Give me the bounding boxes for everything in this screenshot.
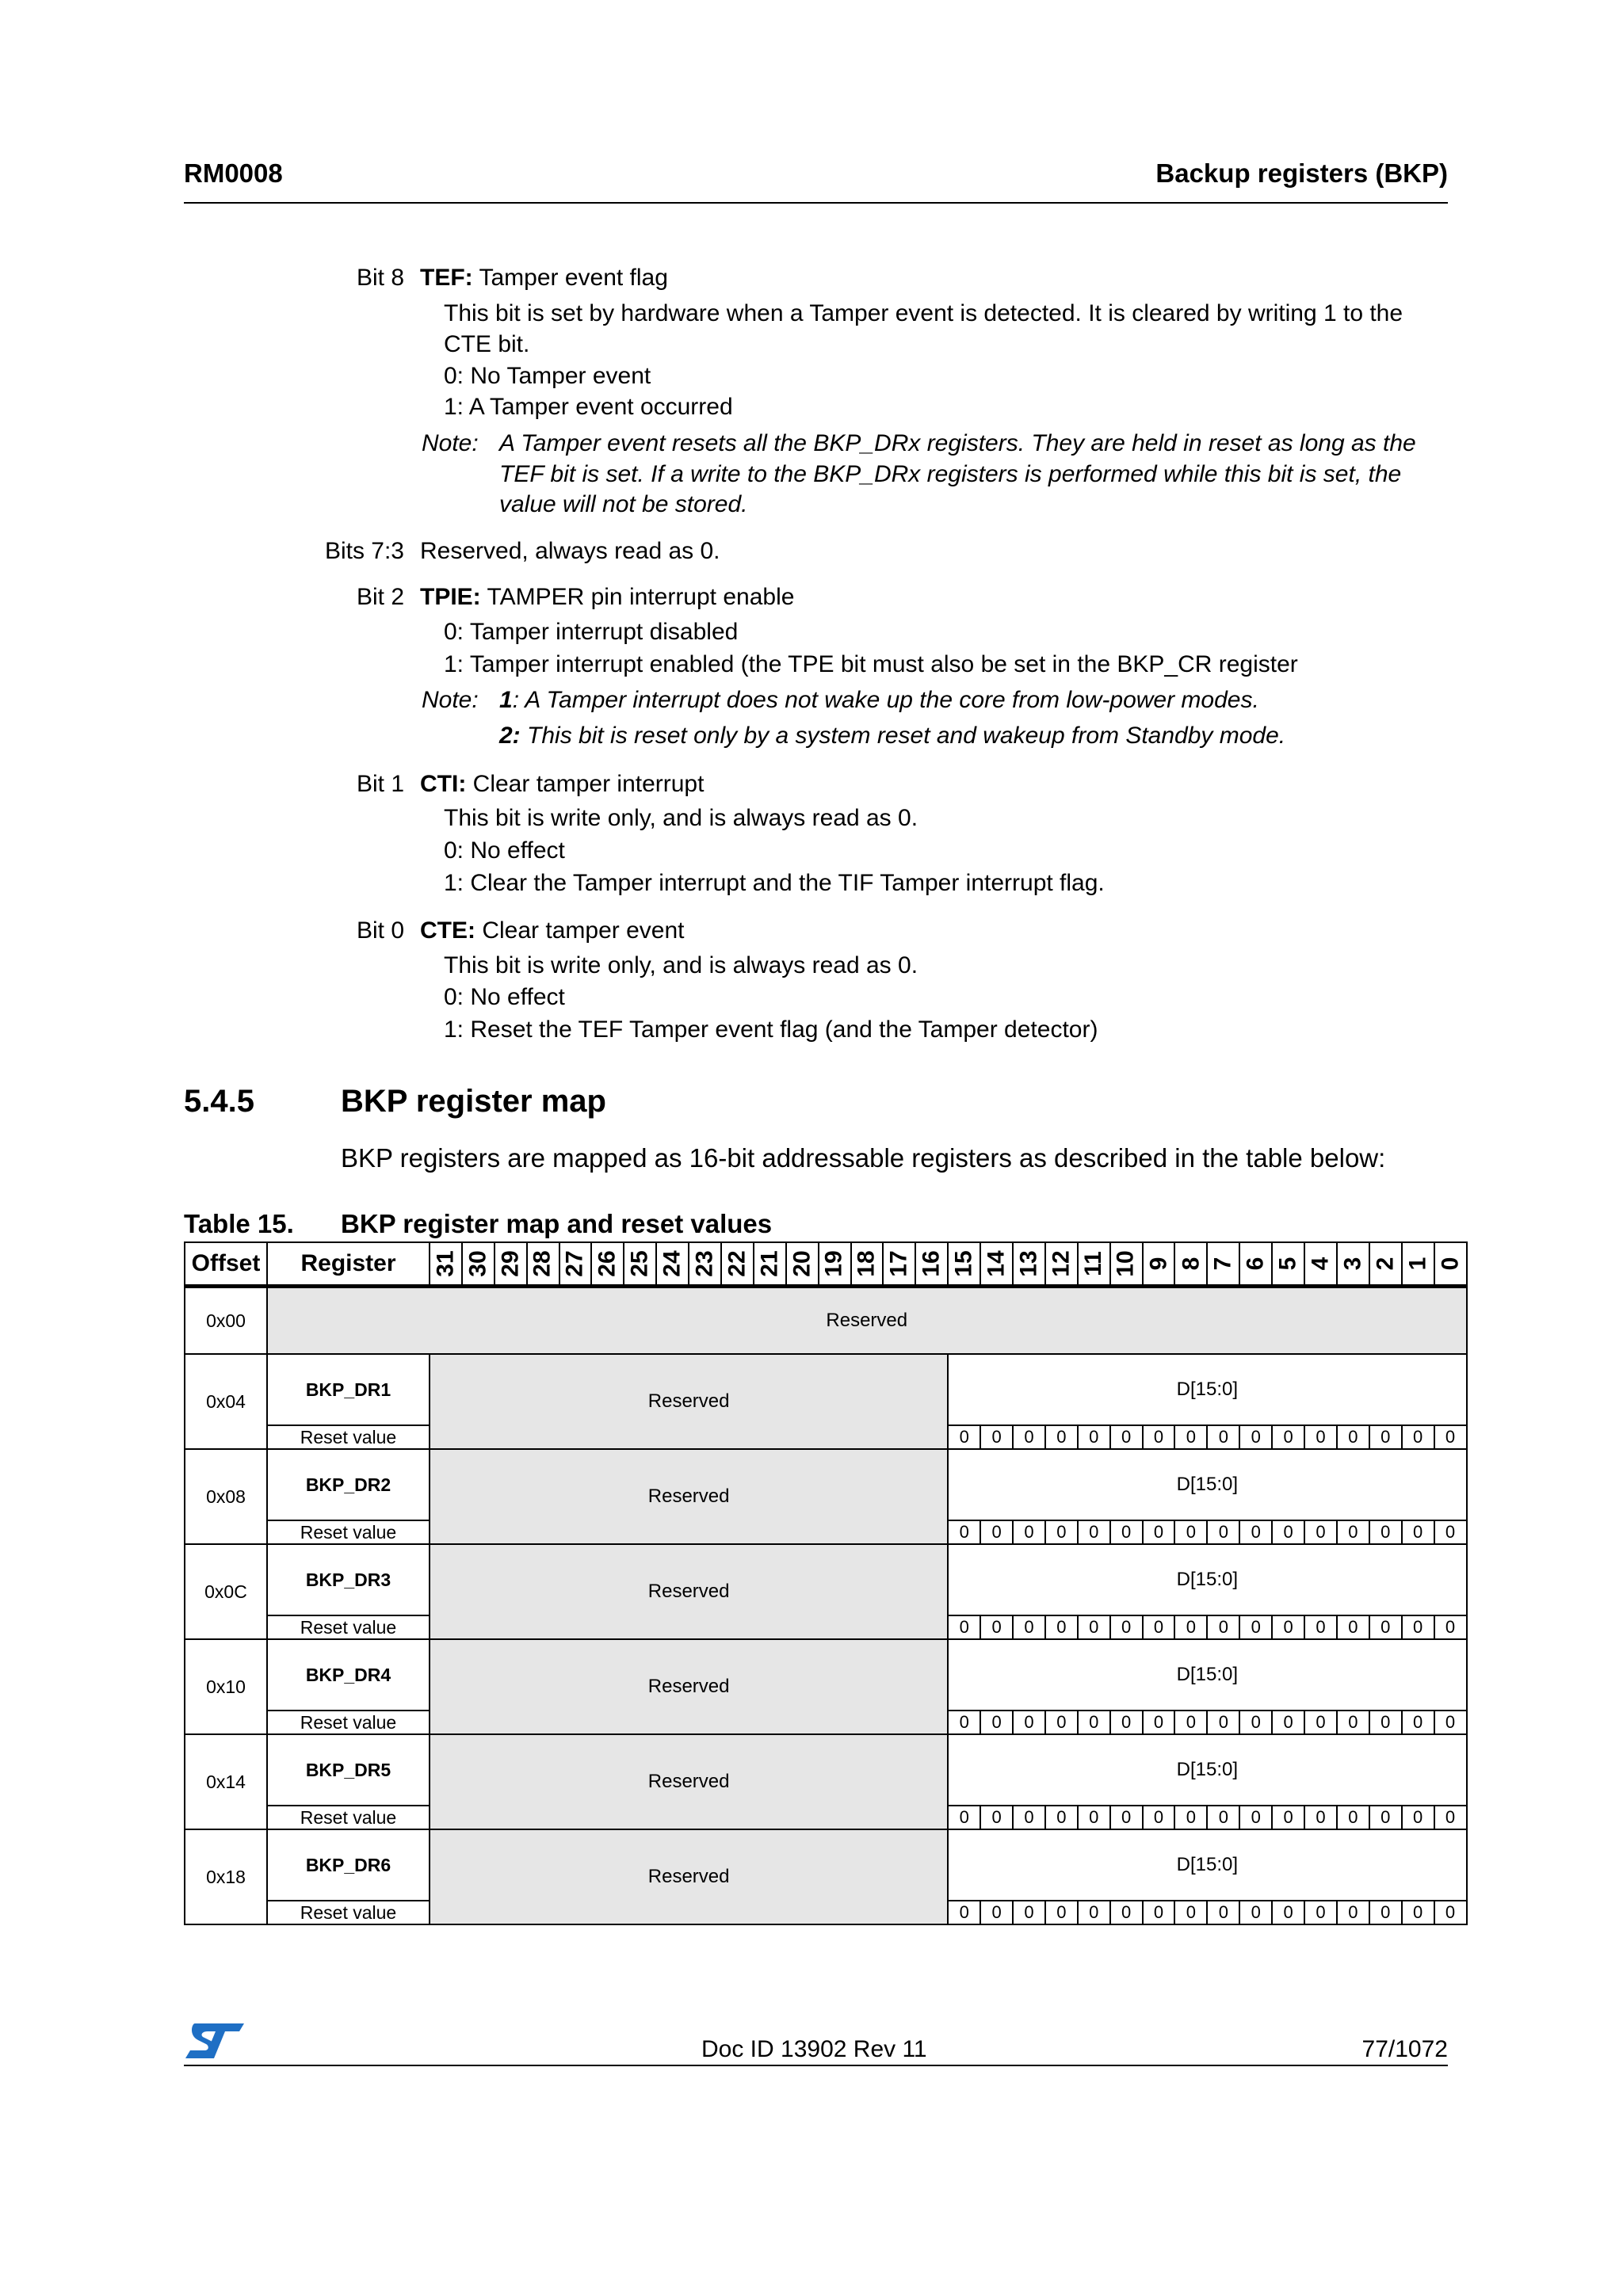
bit-header-label: 15	[950, 1250, 977, 1277]
reset-bit-cell: 0	[980, 1615, 1013, 1639]
reset-bit-cell: 0	[1337, 1520, 1369, 1544]
reset-bit-cell: 0	[1402, 1520, 1434, 1544]
reserved-cell: Reserved	[430, 1354, 948, 1449]
register-name-cell: BKP_DR2	[267, 1449, 430, 1520]
reset-bit-cell: 0	[1272, 1615, 1304, 1639]
bit-header-label: 1	[1404, 1257, 1431, 1271]
bit-header	[1369, 1242, 1402, 1287]
bit1-heading	[420, 769, 704, 799]
reserved-cell: Reserved	[430, 1544, 948, 1639]
reset-bit-cell: 0	[948, 1901, 980, 1924]
section-number: 5.4.5	[184, 1084, 254, 1119]
bit8-option-1: 1: A Tamper event occurred	[444, 394, 733, 420]
offset-cell: 0x08	[185, 1449, 267, 1544]
reset-bit-cell: 0	[1304, 1901, 1337, 1924]
bit-header	[915, 1242, 948, 1287]
register-map-table	[184, 1241, 1468, 1925]
bit-header-label: 2	[1372, 1257, 1399, 1271]
bit-header	[656, 1242, 689, 1287]
bit-header-label: 11	[1080, 1251, 1107, 1276]
reset-bit-cell: 0	[948, 1520, 980, 1544]
bit2-heading	[420, 582, 794, 612]
bit-header	[754, 1242, 786, 1287]
bit-header	[1272, 1242, 1304, 1287]
bit-header	[1304, 1242, 1337, 1287]
bit-header-label: 12	[1048, 1250, 1075, 1277]
bit1-label: Bit 1	[356, 771, 404, 797]
reset-bit-cell: 0	[1207, 1806, 1239, 1829]
reset-bit-cell: 0	[1174, 1520, 1207, 1544]
data-field-cell: D[15:0]	[948, 1354, 1466, 1425]
reset-bit-cell: 0	[1402, 1615, 1434, 1639]
table-row	[185, 1639, 1467, 1711]
column-header-offset: Offset	[185, 1242, 267, 1287]
reset-bit-cell: 0	[1304, 1520, 1337, 1544]
reset-bit-cell: 0	[1045, 1806, 1078, 1829]
reset-bit-cell: 0	[1078, 1425, 1110, 1449]
offset-cell: 0x10	[185, 1639, 267, 1734]
reset-bit-cell: 0	[1239, 1615, 1272, 1639]
reset-bit-cell: 0	[1013, 1520, 1045, 1544]
reset-bit-cell: 0	[1143, 1520, 1175, 1544]
reset-bit-cell: 0	[1337, 1901, 1369, 1924]
reset-bit-cell: 0	[948, 1711, 980, 1734]
reset-bit-cell: 0	[1045, 1711, 1078, 1734]
bit8-desc-line1: This bit is set by hardware when a Tamper event is detected. It is cleared by writing 1 to the	[444, 300, 1403, 326]
bit-header-label: 3	[1339, 1257, 1366, 1271]
bit2-note-1-number: 1	[499, 687, 513, 713]
reset-bit-cell: 0	[1143, 1615, 1175, 1639]
bit-header	[1078, 1242, 1110, 1287]
reset-bit-cell: 0	[1174, 1615, 1207, 1639]
reset-bit-cell: 0	[980, 1901, 1013, 1924]
reset-bit-cell: 0	[1272, 1806, 1304, 1829]
bit8-note-line3: value will not be stored.	[499, 491, 748, 517]
bit-header-label: 4	[1307, 1257, 1334, 1271]
bit0-desc: This bit is write only, and is always read as 0.	[444, 952, 918, 978]
bit2-note-1-text: : A Tamper interrupt does not wake up the core from low-power modes.	[512, 687, 1259, 713]
reset-bit-cell: 0	[1045, 1901, 1078, 1924]
reset-bit-cell: 0	[1110, 1615, 1143, 1639]
footer-page-number: 77/1072	[1361, 2036, 1448, 2062]
bit0-heading	[420, 916, 684, 946]
table-caption-title: BKP register map and reset values	[341, 1209, 773, 1238]
reserved-cell: Reserved	[430, 1449, 948, 1544]
offset-cell: 0x0C	[185, 1544, 267, 1639]
bit0-option-0: 0: No effect	[444, 984, 565, 1010]
reset-bit-cell: 0	[1239, 1520, 1272, 1544]
bit-header-label: 25	[626, 1250, 653, 1277]
reset-bit-cell: 0	[1110, 1425, 1143, 1449]
reset-bit-cell: 0	[1143, 1711, 1175, 1734]
bit-header-label: 29	[497, 1250, 524, 1277]
reset-bit-cell: 0	[1174, 1711, 1207, 1734]
reset-bit-cell: 0	[1402, 1425, 1434, 1449]
footer-doc-id: Doc ID 13902 Rev 11	[701, 2036, 927, 2062]
bit-header	[462, 1242, 495, 1287]
reset-bit-cell: 0	[1337, 1615, 1369, 1639]
reset-bit-cell: 0	[1207, 1520, 1239, 1544]
bit-header	[1045, 1242, 1078, 1287]
data-field-cell: D[15:0]	[948, 1639, 1466, 1711]
reset-bit-cell: 0	[1078, 1520, 1110, 1544]
bit0-name: CTE:	[420, 917, 475, 944]
bit-header	[624, 1242, 656, 1287]
section-title: BKP register map	[341, 1084, 606, 1119]
reset-bit-cell: 0	[1110, 1711, 1143, 1734]
bit1-name: CTI:	[420, 771, 467, 797]
reset-bit-cell: 0	[1402, 1806, 1434, 1829]
reset-bit-cell: 0	[1304, 1425, 1337, 1449]
reset-bit-cell: 0	[1078, 1901, 1110, 1924]
bit-header-label: 28	[529, 1250, 556, 1277]
offset-cell: 0x04	[185, 1354, 267, 1449]
reset-bit-cell: 0	[1045, 1425, 1078, 1449]
column-header-register: Register	[267, 1242, 430, 1287]
bit-header-label: 8	[1177, 1257, 1204, 1271]
bit8-title: Tamper event flag	[479, 265, 668, 291]
reset-bit-cell: 0	[1239, 1806, 1272, 1829]
reset-bit-cell: 0	[1369, 1806, 1402, 1829]
header-doc-ref: RM0008	[184, 158, 283, 188]
reserved-cell: Reserved	[267, 1287, 1467, 1355]
bit1-option-1: 1: Clear the Tamper interrupt and the TIF Tamper interrupt flag.	[444, 870, 1105, 896]
reset-bit-cell: 0	[1143, 1806, 1175, 1829]
reserved-cell: Reserved	[430, 1639, 948, 1734]
table-row	[185, 1354, 1467, 1425]
bit8-note-line1: A Tamper event resets all the BKP_DRx registers. They are held in reset as long as the	[499, 430, 1416, 456]
bit-header-label: 13	[1015, 1250, 1042, 1277]
bit-header	[430, 1242, 462, 1287]
reset-bit-cell: 0	[1013, 1615, 1045, 1639]
reset-value-label: Reset value	[267, 1615, 430, 1639]
bit-header	[1110, 1242, 1143, 1287]
bit-header	[883, 1242, 915, 1287]
reset-bit-cell: 0	[1045, 1615, 1078, 1639]
bit8-label: Bit 8	[356, 265, 404, 291]
data-field-cell: D[15:0]	[948, 1544, 1466, 1615]
reset-bit-cell: 0	[1434, 1901, 1467, 1924]
table-row	[185, 1544, 1467, 1615]
bit2-label: Bit 2	[356, 584, 404, 610]
reset-bit-cell: 0	[1110, 1901, 1143, 1924]
reset-bit-cell: 0	[980, 1425, 1013, 1449]
bits73-text: Reserved, always read as 0.	[420, 538, 720, 564]
reset-bit-cell: 0	[1239, 1425, 1272, 1449]
reset-bit-cell: 0	[1078, 1615, 1110, 1639]
bit1-title: Clear tamper interrupt	[472, 771, 705, 797]
reset-value-label: Reset value	[267, 1520, 430, 1544]
register-name-cell: BKP_DR1	[267, 1354, 430, 1425]
reset-bit-cell: 0	[1369, 1425, 1402, 1449]
bit-header	[689, 1242, 721, 1287]
bit8-name: TEF:	[420, 265, 473, 291]
bit1-desc: This bit is write only, and is always read as 0.	[444, 805, 918, 831]
bit-header	[1143, 1242, 1175, 1287]
bit8-desc-line2: CTE bit.	[444, 331, 530, 357]
reserved-cell: Reserved	[430, 1734, 948, 1829]
reset-bit-cell: 0	[1369, 1711, 1402, 1734]
footer-rule	[184, 2065, 1448, 2066]
bit-header	[721, 1242, 754, 1287]
bit-header	[819, 1242, 851, 1287]
reset-bit-cell: 0	[1434, 1425, 1467, 1449]
offset-cell: 0x00	[185, 1287, 267, 1355]
bit-header-label: 9	[1145, 1257, 1172, 1271]
bit-header	[786, 1242, 819, 1287]
reset-bit-cell: 0	[1337, 1425, 1369, 1449]
register-name-cell: BKP_DR4	[267, 1639, 430, 1711]
table-row	[185, 1287, 1467, 1355]
table-row	[185, 1734, 1467, 1806]
bit8-note-label: Note:	[422, 430, 479, 456]
register-name-cell: BKP_DR5	[267, 1734, 430, 1806]
bit0-title: Clear tamper event	[482, 917, 685, 944]
bit8-heading	[420, 263, 668, 293]
reset-bit-cell: 0	[980, 1806, 1013, 1829]
bit-header-label: 30	[464, 1250, 491, 1277]
bit-header	[851, 1242, 884, 1287]
bit2-note-2	[499, 721, 1285, 751]
bit-header	[1207, 1242, 1239, 1287]
register-name-cell: BKP_DR3	[267, 1544, 430, 1615]
reset-bit-cell: 0	[1434, 1711, 1467, 1734]
bit-header-label: 6	[1242, 1257, 1269, 1271]
reserved-cell: Reserved	[430, 1829, 948, 1924]
bit2-note-1	[499, 685, 1259, 715]
reset-bit-cell: 0	[1174, 1806, 1207, 1829]
reset-bit-cell: 0	[1272, 1520, 1304, 1544]
bit-header	[1174, 1242, 1207, 1287]
bit-header-label: 26	[594, 1250, 621, 1277]
bit-header-label: 10	[1113, 1250, 1140, 1277]
bit0-option-1: 1: Reset the TEF Tamper event flag (and the Tamper detector)	[444, 1016, 1098, 1043]
reset-bit-cell: 0	[1369, 1901, 1402, 1924]
header-chapter-title: Backup registers (BKP)	[1155, 158, 1448, 188]
bit2-name: TPIE:	[420, 584, 481, 610]
bit-header-label: 31	[432, 1250, 459, 1277]
bit-header	[1402, 1242, 1434, 1287]
reset-bit-cell: 0	[1369, 1520, 1402, 1544]
reset-bit-cell: 0	[1272, 1901, 1304, 1924]
table-caption-number: Table 15.	[184, 1209, 294, 1238]
bit-header-label: 14	[983, 1250, 1010, 1277]
reset-bit-cell: 0	[1207, 1615, 1239, 1639]
reset-bit-cell: 0	[1078, 1806, 1110, 1829]
reset-bit-cell: 0	[1013, 1901, 1045, 1924]
reset-bit-cell: 0	[1110, 1520, 1143, 1544]
data-field-cell: D[15:0]	[948, 1449, 1466, 1520]
reset-bit-cell: 0	[1304, 1711, 1337, 1734]
reset-bit-cell: 0	[1013, 1711, 1045, 1734]
bit-header-label: 0	[1437, 1257, 1464, 1271]
reset-bit-cell: 0	[1304, 1615, 1337, 1639]
reset-bit-cell: 0	[948, 1615, 980, 1639]
bit-header	[1013, 1242, 1045, 1287]
reset-bit-cell: 0	[1013, 1806, 1045, 1829]
reset-bit-cell: 0	[1143, 1425, 1175, 1449]
reset-bit-cell: 0	[1337, 1711, 1369, 1734]
reset-bit-cell: 0	[1239, 1711, 1272, 1734]
bit-header	[591, 1242, 624, 1287]
reset-bit-cell: 0	[1078, 1711, 1110, 1734]
bit-header-label: 16	[918, 1250, 945, 1277]
bit-header-label: 20	[789, 1250, 815, 1277]
bit8-option-0: 0: No Tamper event	[444, 363, 651, 389]
bit2-note-2-text: This bit is reset only by a system reset and wakeup from Standby mode.	[520, 723, 1286, 749]
bit-header-label: 5	[1274, 1257, 1301, 1271]
bit-header	[495, 1242, 527, 1287]
reset-bit-cell: 0	[1272, 1711, 1304, 1734]
header-rule	[184, 202, 1448, 204]
bit-header	[948, 1242, 980, 1287]
table-row	[185, 1449, 1467, 1520]
reset-value-label: Reset value	[267, 1806, 430, 1829]
reset-bit-cell: 0	[980, 1711, 1013, 1734]
reset-bit-cell: 0	[1207, 1425, 1239, 1449]
offset-cell: 0x14	[185, 1734, 267, 1829]
reset-bit-cell: 0	[1013, 1425, 1045, 1449]
bit-header	[527, 1242, 559, 1287]
reset-bit-cell: 0	[1272, 1425, 1304, 1449]
table-header-row	[185, 1242, 1467, 1287]
bit-header-label: 24	[659, 1250, 685, 1277]
bit-header-label: 27	[562, 1250, 588, 1277]
reset-bit-cell: 0	[1304, 1806, 1337, 1829]
reset-bit-cell: 0	[948, 1806, 980, 1829]
reset-bit-cell: 0	[1110, 1806, 1143, 1829]
bit-header-label: 7	[1209, 1257, 1236, 1271]
offset-cell: 0x18	[185, 1829, 267, 1924]
bit-header-label: 21	[756, 1250, 783, 1277]
reset-bit-cell: 0	[980, 1520, 1013, 1544]
bit2-option-0: 0: Tamper interrupt disabled	[444, 619, 739, 645]
reset-bit-cell: 0	[1207, 1901, 1239, 1924]
reset-bit-cell: 0	[1239, 1901, 1272, 1924]
bit-header	[1337, 1242, 1369, 1287]
bit-header-label: 17	[885, 1250, 912, 1277]
bit-header-label: 19	[821, 1250, 848, 1277]
bits73-label: Bits 7:3	[324, 538, 404, 564]
bit2-option-1: 1: Tamper interrupt enabled (the TPE bit must also be set in the BKP_CR register	[444, 651, 1298, 677]
bit2-note-2-number: 2:	[499, 723, 521, 749]
bit-header-label: 22	[724, 1250, 750, 1277]
bit-header	[1434, 1242, 1467, 1287]
reset-bit-cell: 0	[1143, 1901, 1175, 1924]
st-logo-icon	[184, 2020, 246, 2061]
bit-header-label: 23	[691, 1250, 718, 1277]
reset-bit-cell: 0	[1434, 1520, 1467, 1544]
bit-header-label: 18	[854, 1250, 880, 1277]
reset-value-label: Reset value	[267, 1901, 430, 1924]
data-field-cell: D[15:0]	[948, 1734, 1466, 1806]
bit0-label: Bit 0	[356, 917, 404, 944]
reset-bit-cell: 0	[1337, 1806, 1369, 1829]
bit1-option-0: 0: No effect	[444, 837, 565, 864]
reset-bit-cell: 0	[1174, 1425, 1207, 1449]
bit-header	[559, 1242, 592, 1287]
reset-bit-cell: 0	[1402, 1901, 1434, 1924]
reset-bit-cell: 0	[1434, 1615, 1467, 1639]
reset-bit-cell: 0	[1045, 1520, 1078, 1544]
reset-bit-cell: 0	[1434, 1806, 1467, 1829]
reset-bit-cell: 0	[1369, 1615, 1402, 1639]
data-field-cell: D[15:0]	[948, 1829, 1466, 1901]
table-row	[185, 1829, 1467, 1901]
reset-bit-cell: 0	[1174, 1901, 1207, 1924]
bit2-title: TAMPER pin interrupt enable	[487, 584, 795, 610]
reset-bit-cell: 0	[1402, 1711, 1434, 1734]
reset-value-label: Reset value	[267, 1711, 430, 1734]
reset-value-label: Reset value	[267, 1425, 430, 1449]
register-name-cell: BKP_DR6	[267, 1829, 430, 1901]
reset-bit-cell: 0	[948, 1425, 980, 1449]
reset-bit-cell: 0	[1207, 1711, 1239, 1734]
bit2-note-label: Note:	[422, 687, 479, 713]
bit-header	[980, 1242, 1013, 1287]
bit-header	[1239, 1242, 1272, 1287]
section-intro: BKP registers are mapped as 16-bit addressable registers as described in the table below:	[341, 1143, 1386, 1173]
bit8-note-line2: TEF bit is set. If a write to the BKP_DRx registers is performed while this bit is set, the	[499, 461, 1402, 487]
